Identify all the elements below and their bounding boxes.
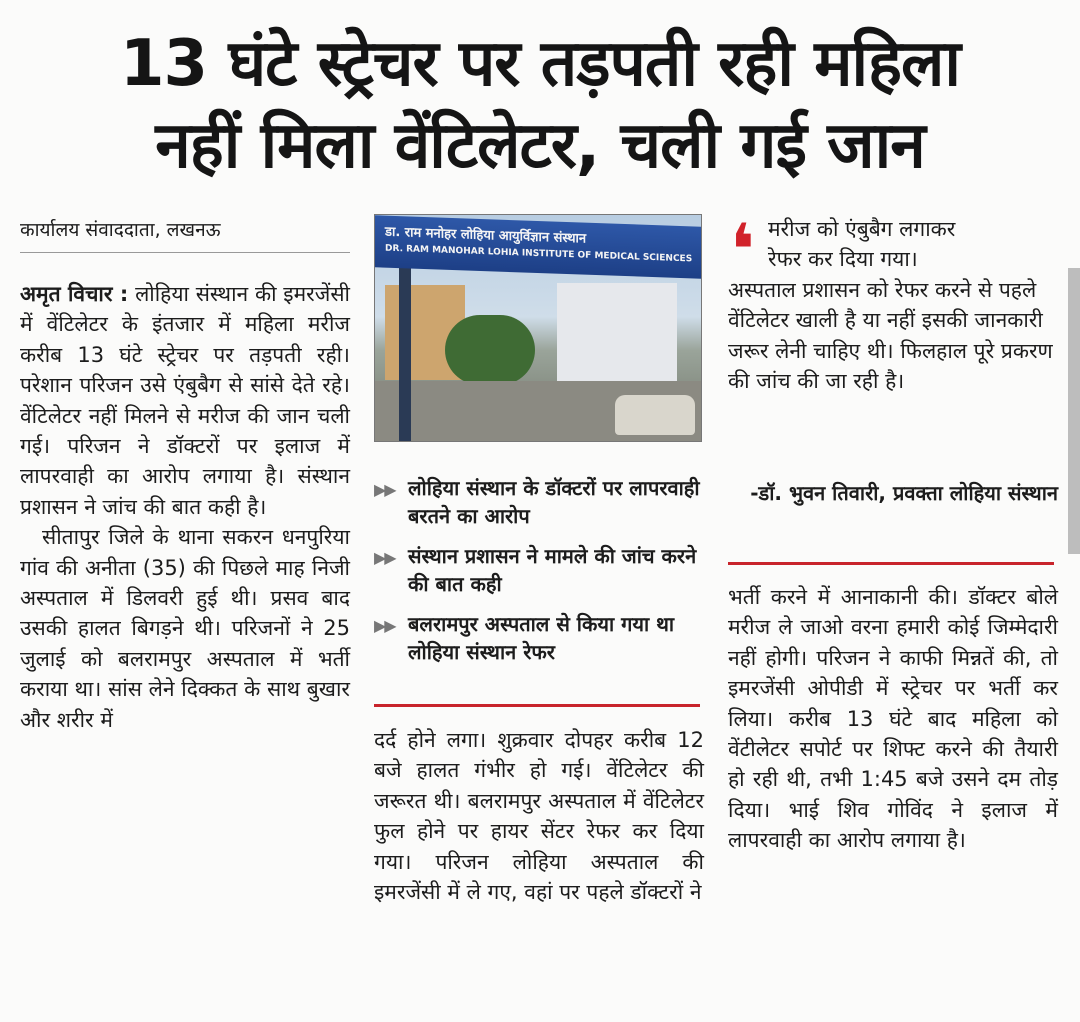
photo-gate-pillar [399, 255, 411, 441]
highlights-list [374, 474, 704, 678]
photo-car [615, 395, 695, 435]
quote-mark-icon: ❛ [730, 208, 755, 292]
double-arrow-icon: ▶▶ [374, 616, 395, 635]
article-column-2 [374, 725, 704, 907]
article-column-1 [20, 216, 350, 735]
photo-tree [445, 315, 535, 385]
highlight-item [374, 474, 704, 530]
body-paragraph: दर्द होने लगा। शुक्रवार दोपहर करीब 12 बजे हालत गंभीर हो गई। वेंटिलेटर की जरूरत थी। बलरामपुर अस्पताल में वेंटिलेटर फुल होने पर हायर सेंटर रेफर कर दिया गया। परिजन लोहिया अस्पताल की इमरजेंसी में ले गए, वहां पर पहले डॉक्टरों ने [374, 728, 704, 905]
pull-quote [728, 208, 1058, 396]
lead-paragraph [20, 279, 350, 522]
photo-building-right [557, 283, 677, 393]
quote-line: रेफर कर दिया गया। [768, 247, 918, 272]
sign-hindi: डा. राम मनोहर लोहिया आयुर्विज्ञान संस्थान [385, 224, 587, 247]
article-column-3 [728, 582, 1058, 856]
quote-attribution: -डॉ. भुवन तिवारी, प्रवक्ता लोहिया संस्थान [750, 481, 1058, 505]
byline: कार्यालय संवाददाता, लखनऊ [20, 216, 350, 253]
highlight-text: बलरामपुर अस्पताल से किया गया था लोहिया संस्थान रेफर [408, 612, 675, 664]
quote-text: अस्पताल प्रशासन को रेफर करने से पहले वेंटिलेटर खाली है या नहीं इसकी जानकारी जरूर लेनी चाहिए थी। फिलहाल पूरे प्रकरण की जांच की जा रही है। [728, 277, 1053, 394]
highlight-item [374, 542, 704, 598]
double-arrow-icon: ▶▶ [374, 480, 395, 499]
photo-gate-sign [375, 215, 701, 278]
divider-red [728, 562, 1054, 565]
highlight-text: लोहिया संस्थान के डॉक्टरों पर लापरवाही बरतने का आरोप [408, 476, 700, 528]
body-paragraph: भर्ती करने में आनाकानी की। डॉक्टर बोले मरीज ले जाओ वरना हमारी कोई जिम्मेदारी नहीं होगी। परिजन ने काफी मिन्नतें की, तो इमरजेंसी ओपीडी में स्ट्रेचर पर भर्ती कर लिया। करीब 13 घंटे बाद महिला को वेंटीलेटर सपोर्ट पर शिफ्ट करने की तैयारी हो रही थी, तभी 1:45 बजे उसने दम तोड़ दिया। भाई शिव गोविंद ने इलाज में लापरवाही का आरोप लगाया है। [728, 585, 1058, 853]
sign-english: DR. RAM MANOHAR LOHIA INSTITUTE OF MEDICAL SCIENCES [385, 243, 693, 265]
scrollbar[interactable] [1068, 268, 1080, 554]
divider-red [374, 704, 700, 707]
highlight-item [374, 610, 704, 666]
hospital-photo [374, 214, 702, 442]
lead-text: लोहिया संस्थान की इमरजेंसी में वेंटिलेटर के इंतजार में महिला मरीज करीब 13 घंटे स्ट्रेचर पर तड़पती रही। परेशान परिजन उसे एंबुबैग से सांसे देते रहे। वेंटिलेटर नहीं मिलने से मरीज की जान चली गई। परिजन ने डॉक्टरों पर इलाज में लापरवाही का आरोप लगाया है। संस्थान प्रशासन ने जांच की बात कही है। [20, 282, 350, 519]
headline-line-2: नहीं मिला वेंटिलेटर, चली गई जान [155, 109, 925, 183]
body-paragraph: सीतापुर जिले के थाना सकरन धनपुरिया गांव की अनीता (35) की पिछले माह निजी अस्पताल में डिलवरी हुई थी। प्रसव बाद उसकी हालत बिगड़ने थी। परिजनों ने 25 जुलाई को बलरामपुर अस्पताल में भर्ती कराया था। सांस लेने दिक्कत के साथ बुखार और शरीर में [20, 525, 350, 732]
dateline: अमृत विचार : [20, 282, 129, 306]
highlight-text: संस्थान प्रशासन ने मामले की जांच करने की बात कही [408, 544, 697, 596]
double-arrow-icon: ▶▶ [374, 548, 395, 567]
quote-line: मरीज को एंबुबैग लगाकर [768, 217, 956, 241]
headline-line-1: 13 घंटे स्ट्रेचर पर तड़पती रही महिला [120, 27, 960, 101]
